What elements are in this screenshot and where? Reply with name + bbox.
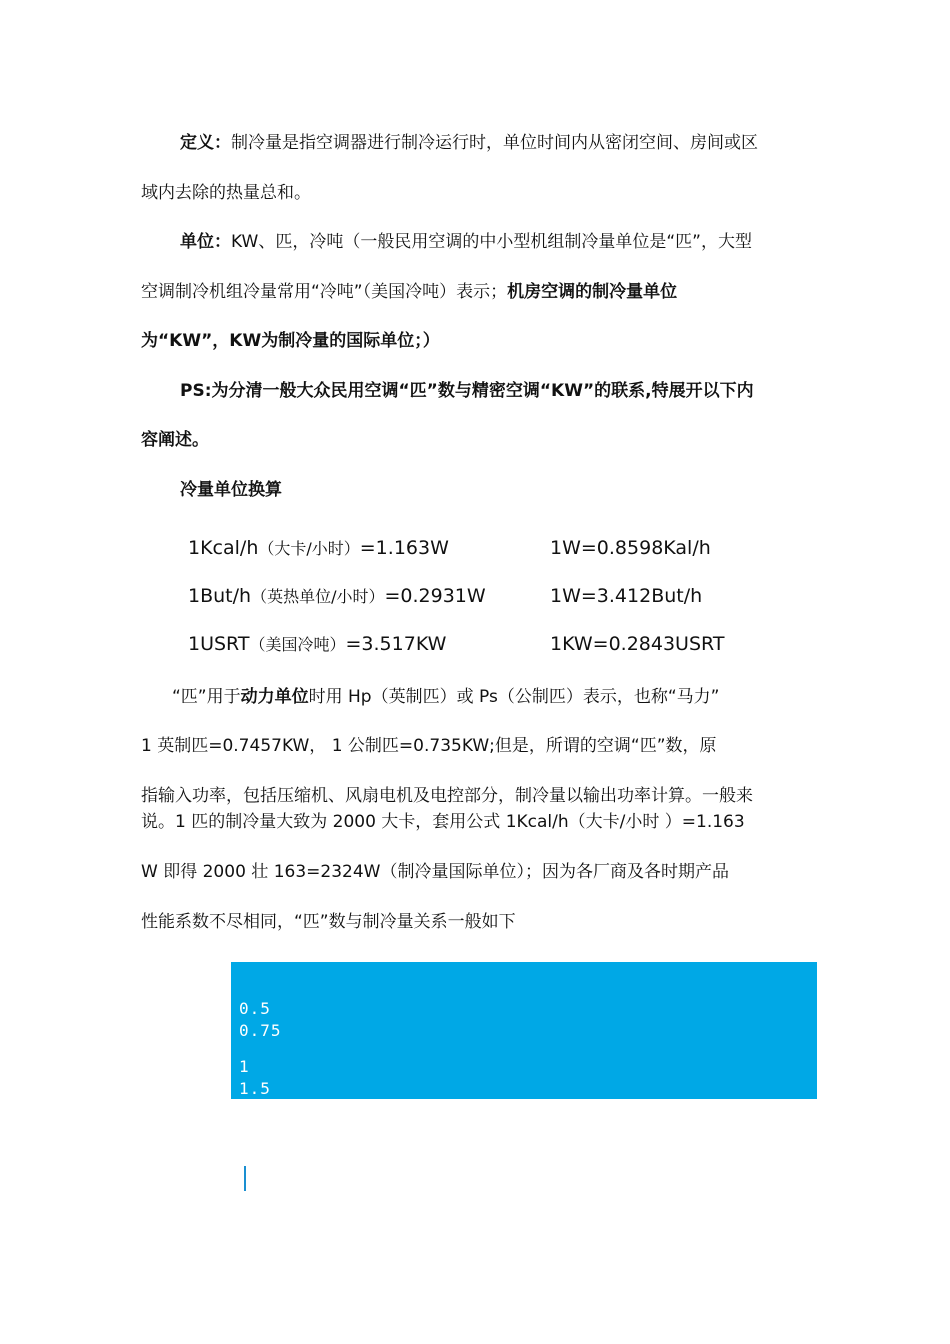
hp-text-b: 时用 Hp（英制匹）或 Ps（公制匹）表示，也称“马力”	[308, 687, 720, 707]
conv-unit: 1USRT	[188, 633, 250, 655]
conv-note: （大卡/小时）	[258, 539, 360, 558]
horsepower-line-4: 说。1 匹的制冷量大致为 2000 大卡，套用公式 1Kcal/h（大卡/小时 ）=1.163	[141, 812, 745, 832]
horsepower-line-5: W 即得 2000 壮 163=2324W（制冷量国际单位）；因为各厂商及各时期产品	[141, 862, 729, 882]
conversion-row-3-left	[188, 631, 446, 658]
ps-line-1: PS:为分清一般大众民用空调“匹”数与精密空调“KW”的联系,特展开以下内	[180, 381, 754, 401]
conv-value: =3.517KW	[345, 633, 447, 655]
hp-table-item: 1.5	[239, 1079, 271, 1098]
ps-line-2: 容阐述。	[141, 430, 209, 450]
hp-table-box	[231, 962, 817, 1099]
hp-table-item: 1	[239, 1057, 250, 1076]
conv-value: =0.2931W	[384, 585, 486, 607]
hp-table-item: 0.75	[239, 1021, 282, 1040]
unit-text-2-bold: 机房空调的制冷量单位	[507, 282, 678, 302]
hp-text-bold: 动力单位	[240, 687, 309, 707]
conversion-row-2-right: 1W=3.412But/h	[550, 585, 703, 607]
conversion-row-3-right: 1KW=0.2843USRT	[550, 633, 725, 655]
conv-note: （美国冷吨）	[249, 635, 346, 654]
unit-label: 单位：	[180, 232, 231, 252]
conv-unit: 1Kcal/h	[188, 537, 259, 559]
conv-value: =1.163W	[359, 537, 449, 559]
definition-line-1	[180, 131, 758, 155]
unit-line-2	[141, 280, 677, 304]
definition-line-2: 域内去除的热量总和。	[141, 183, 311, 203]
unit-text-1: KW、匹，冷吨（一般民用空调的中小型机组制冷量单位是“匹”，大型	[231, 232, 752, 252]
text-cursor[interactable]	[244, 1166, 246, 1191]
conv-note: （英热单位/小时）	[251, 587, 385, 606]
conversion-row-1-right: 1W=0.8598Kal/h	[550, 537, 711, 559]
conversion-row-1-left	[188, 535, 449, 562]
conversion-row-2-left	[188, 583, 486, 610]
definition-label: 定义：	[180, 133, 231, 153]
horsepower-line-6: 性能系数不尽相同，“匹”数与制冷量关系一般如下	[141, 912, 516, 932]
horsepower-line-2: 1 英制匹=0.7457KW， 1 公制匹=0.735KW;但是，所谓的空调“匹”数，原	[141, 736, 717, 756]
hp-text-a: “匹”用于	[172, 687, 241, 707]
unit-line-3: 为“KW”，KW为制冷量的国际单位；）	[141, 331, 440, 351]
conversion-heading: 冷量单位换算	[180, 480, 282, 500]
hp-table-item: 0.5	[239, 999, 271, 1018]
horsepower-line-1	[172, 685, 719, 709]
horsepower-line-3: 指输入功率，包括压缩机、风扇电机及电控部分，制冷量以输出功率计算。一般来	[141, 786, 753, 806]
definition-text-1: 制冷量是指空调器进行制冷运行时，单位时间内从密闭空间、房间或区	[231, 133, 758, 153]
conv-unit: 1But/h	[188, 585, 252, 607]
unit-line-1	[180, 230, 752, 254]
unit-text-2: 空调制冷机组冷量常用“冷吨”（美国冷吨）表示；	[141, 282, 508, 302]
